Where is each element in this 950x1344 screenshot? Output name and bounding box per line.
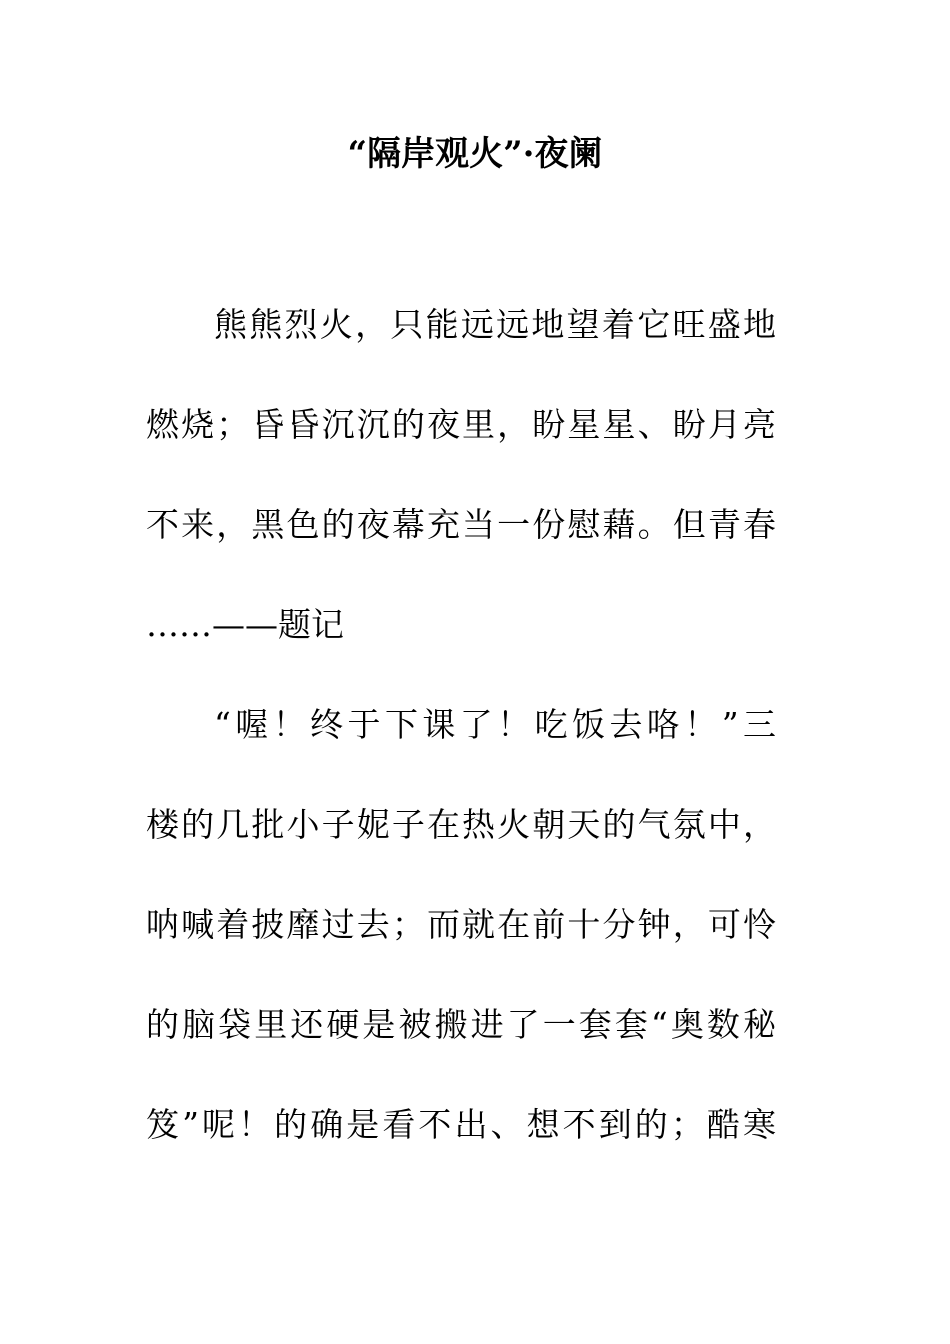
text-line-4: ……——题记 (146, 605, 344, 644)
text-line-6: 楼的几批小子妮子在热火朝天的气氛中， (146, 805, 776, 844)
document-title: “隔岸观火”·夜阑 (347, 134, 603, 174)
text-line-5: “喔！终于下课了！吃饭去咯！”三 (214, 705, 776, 744)
text-line-7: 呐喊着披靡过去；而就在前十分钟，可怜 (146, 905, 776, 944)
text-line-8: 的脑袋里还硬是被搬进了一套套“奥数秘 (146, 1005, 776, 1044)
text-line-9: 笈”呢！的确是看不出、想不到的；酷寒 (146, 1105, 776, 1144)
text-line-1: 熊熊烈火，只能远远地望着它旺盛地 (214, 305, 776, 344)
text-line-3: 不来，黑色的夜幕充当一份慰藉。但青春 (146, 505, 776, 544)
text-line-2: 燃烧；昏昏沉沉的夜里，盼星星、盼月亮 (146, 405, 776, 444)
